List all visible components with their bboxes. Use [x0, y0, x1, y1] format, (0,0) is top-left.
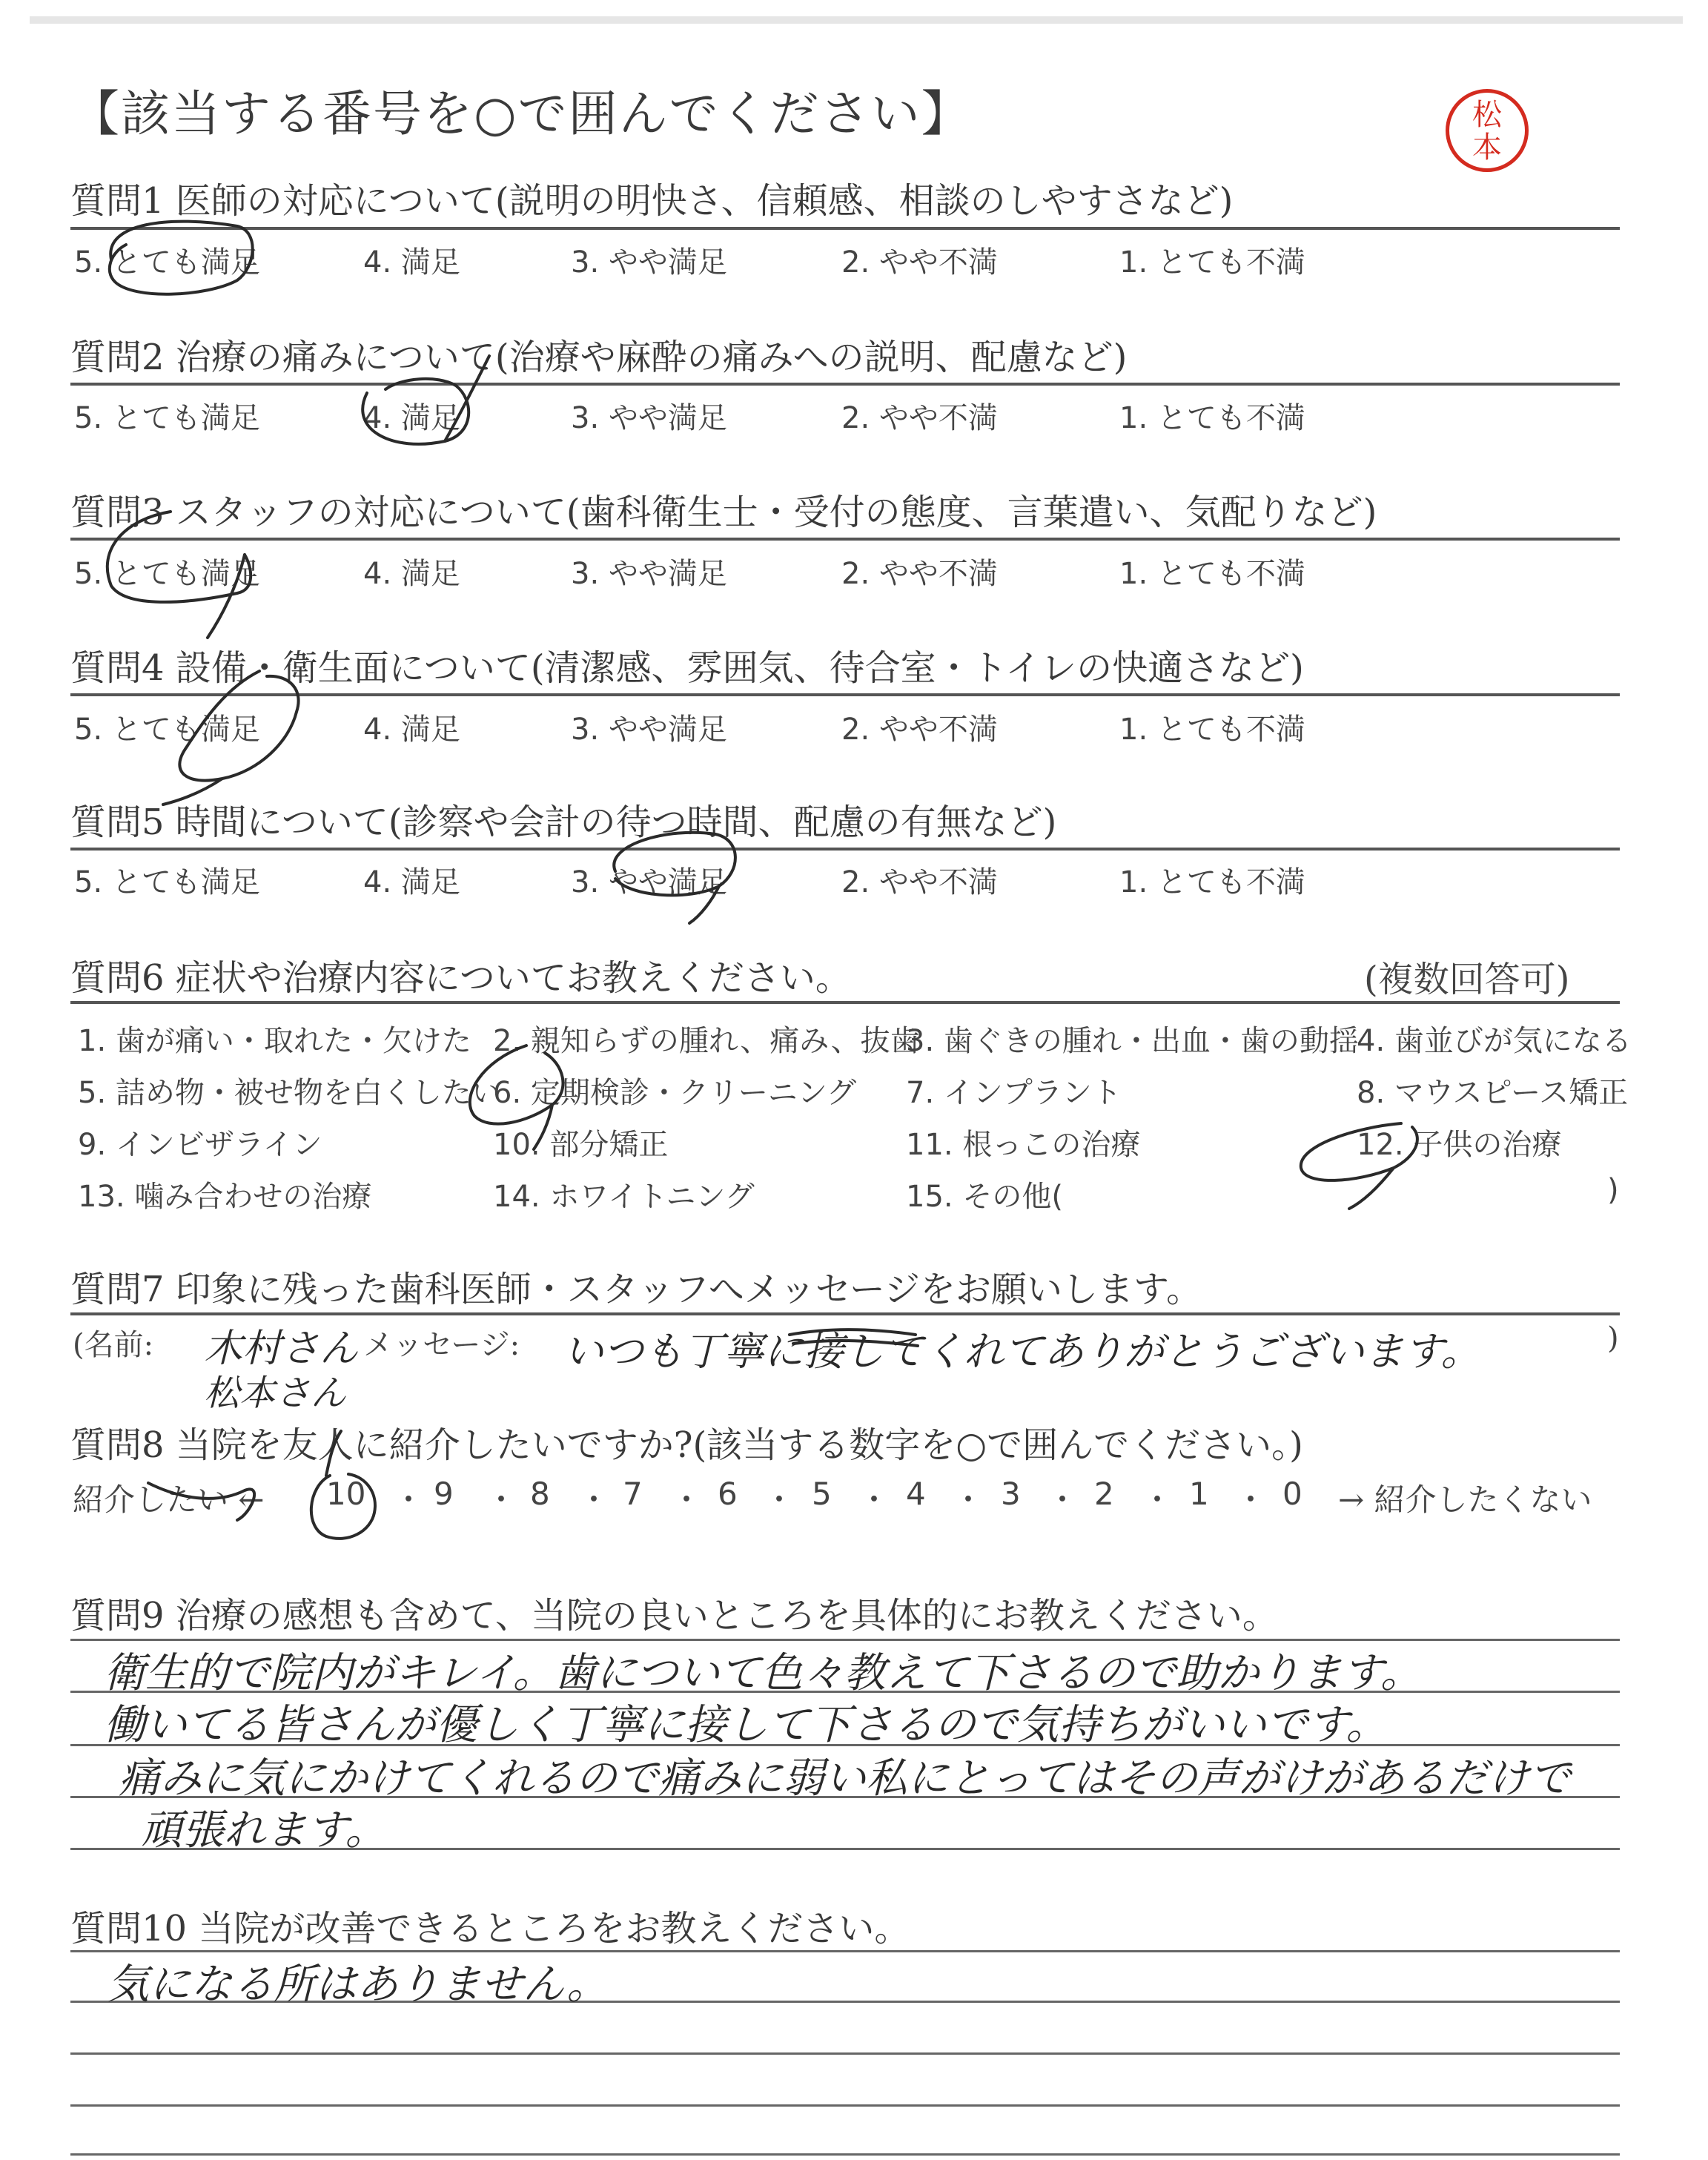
- q2-rule: [70, 383, 1620, 386]
- q1-label: 質問1 医師の対応について(説明の明快さ、信頼感、相談のしやすさなど): [70, 180, 1234, 222]
- q8-dot: ・: [764, 1482, 795, 1518]
- q5-opt-5[interactable]: 5. とても満足: [74, 865, 260, 899]
- q1-opt-1[interactable]: 1. とても不満: [1119, 245, 1305, 280]
- q4-rule: [70, 693, 1620, 696]
- q10-line-5: [70, 2153, 1620, 2156]
- q7-label: 質問7 印象に残った歯科医師・スタッフへメッセージをお願いします。: [70, 1269, 1202, 1310]
- q8-dot: ・: [858, 1482, 890, 1518]
- q1-opt-3[interactable]: 3. やや満足: [571, 245, 727, 280]
- q1-opt-2[interactable]: 2. やや不満: [841, 245, 998, 280]
- q6-opt-9[interactable]: 9. インビザライン: [78, 1128, 322, 1162]
- q1-opt-4[interactable]: 4. 満足: [363, 245, 460, 280]
- q3-opt-2[interactable]: 2. やや不満: [841, 557, 998, 591]
- q10-line-3: [70, 2052, 1620, 2055]
- q5-opt-4[interactable]: 4. 満足: [363, 865, 460, 899]
- q8-scale-8[interactable]: 8: [530, 1476, 550, 1512]
- q10-answer-line-1[interactable]: 気になる所はありません。: [107, 1961, 609, 2009]
- q4-opt-5[interactable]: 5. とても満足: [74, 713, 260, 747]
- q8-scale-7[interactable]: 7: [623, 1476, 643, 1512]
- q6-rule: [70, 1001, 1620, 1004]
- q8-dot: ・: [393, 1482, 425, 1518]
- q8-label: 質問8 当院を友人に紹介したいですか?(該当する数字を○で囲んでください。): [70, 1424, 1303, 1466]
- q9-answer-line-4[interactable]: 頑張れます。: [141, 1806, 387, 1855]
- q8-dot: ・: [671, 1482, 703, 1518]
- q6-opt-4[interactable]: 4. 歯並びが気になる: [1357, 1024, 1632, 1058]
- q5-rule: [70, 848, 1620, 851]
- q8-dot: ・: [1235, 1482, 1267, 1518]
- q6-opt-7[interactable]: 7. インプラント: [906, 1076, 1122, 1110]
- q6-opt-6[interactable]: 6. 定期検診・クリーニング: [493, 1076, 857, 1110]
- q2-opt-2[interactable]: 2. やや不満: [841, 401, 998, 435]
- q2-opt-1[interactable]: 1. とても不満: [1119, 401, 1305, 435]
- q7-name-label: (名前:: [73, 1328, 154, 1362]
- q8-scale-6[interactable]: 6: [718, 1476, 738, 1512]
- q8-dot: ・: [1047, 1482, 1079, 1518]
- q6-note: (複数回答可): [1364, 959, 1570, 1000]
- q3-opt-1[interactable]: 1. とても不満: [1119, 557, 1305, 591]
- q4-opt-3[interactable]: 3. やや満足: [571, 713, 727, 747]
- stamp-char-1: 松: [1472, 98, 1502, 132]
- q7-name-handwritten-1[interactable]: 木村さん: [204, 1327, 359, 1371]
- q7-name-handwritten-2[interactable]: 松本さん: [204, 1373, 347, 1414]
- q8-scale-9[interactable]: 9: [434, 1476, 454, 1512]
- top-edge: [30, 16, 1683, 24]
- q5-opt-2[interactable]: 2. やや不満: [841, 865, 998, 899]
- q3-rule: [70, 538, 1620, 541]
- q8-dot: ・: [1142, 1482, 1174, 1518]
- stamp-char-2: 本: [1472, 131, 1502, 165]
- q6-opt-15-close: ): [1607, 1173, 1619, 1207]
- q2-opt-3[interactable]: 3. やや満足: [571, 401, 727, 435]
- q8-scale-5[interactable]: 5: [812, 1476, 832, 1512]
- q7-message-handwritten[interactable]: いつも丁寧に接してくれてありがとうございます。: [563, 1328, 1481, 1375]
- q9-answer-line-1[interactable]: 衛生的で院内がキレイ。歯について色々教えて下さるので助かります。: [104, 1649, 1422, 1697]
- q9-answer-line-2[interactable]: 働いてる皆さんが優しく丁寧に接して下さるので気持ちがいいです。: [104, 1701, 1388, 1749]
- q6-opt-3[interactable]: 3. 歯ぐきの腫れ・出血・歯の動揺: [906, 1024, 1359, 1058]
- q6-opt-1[interactable]: 1. 歯が痛い・取れた・欠けた: [78, 1024, 471, 1058]
- q8-scale-4[interactable]: 4: [906, 1476, 926, 1512]
- q3-opt-3[interactable]: 3. やや満足: [571, 557, 727, 591]
- seal-stamp: [1446, 89, 1529, 172]
- q6-opt-11[interactable]: 11. 根っこの治療: [906, 1128, 1141, 1162]
- q4-opt-4[interactable]: 4. 満足: [363, 713, 460, 747]
- q2-opt-5[interactable]: 5. とても満足: [74, 401, 260, 435]
- q9-answer-line-3[interactable]: 痛みに気にかけてくれるので痛みに弱い私にとってはその声がけがあるだけで: [119, 1754, 1571, 1803]
- q2-opt-4[interactable]: 4. 満足: [363, 401, 460, 435]
- q3-opt-5[interactable]: 5. とても満足: [74, 557, 260, 591]
- q9-label: 質問9 治療の感想も含めて、当院の良いところを具体的にお教えください。: [70, 1595, 1278, 1636]
- q5-label: 質問5 時間について(診察や会計の待つ時間、配慮の有無など): [70, 802, 1057, 843]
- q3-label: 質問3 スタッフの対応について(歯科衛生士・受付の態度、言葉遣い、気配りなど): [70, 492, 1377, 533]
- q6-opt-8[interactable]: 8. マウスピース矯正: [1357, 1076, 1629, 1110]
- q6-label: 質問6 症状や治療内容についてお教えください。: [70, 957, 851, 999]
- q4-opt-1[interactable]: 1. とても不満: [1119, 713, 1305, 747]
- q6-opt-14[interactable]: 14. ホワイトニング: [493, 1180, 755, 1214]
- q1-rule: [70, 227, 1620, 230]
- q8-dot: ・: [578, 1482, 610, 1518]
- q6-opt-2[interactable]: 2. 親知らずの腫れ、痛み、抜歯: [493, 1024, 920, 1058]
- q1-opt-5[interactable]: 5. とても満足: [74, 245, 260, 280]
- q6-opt-13[interactable]: 13. 噛み合わせの治療: [78, 1180, 372, 1214]
- q7-rule: [70, 1312, 1620, 1315]
- q8-left-label: 紹介したい ←: [73, 1482, 265, 1518]
- q6-opt-10[interactable]: 10. 部分矯正: [493, 1128, 669, 1162]
- q8-dot: ・: [486, 1482, 517, 1518]
- q5-opt-1[interactable]: 1. とても不満: [1119, 865, 1305, 899]
- q8-dot: ・: [953, 1482, 984, 1518]
- q8-scale-0[interactable]: 0: [1282, 1476, 1302, 1512]
- q8-scale-1[interactable]: 1: [1189, 1476, 1209, 1512]
- q4-opt-2[interactable]: 2. やや不満: [841, 713, 998, 747]
- q8-right-label: → 紹介したくない: [1338, 1482, 1592, 1518]
- q8-scale-10[interactable]: 10: [326, 1476, 366, 1512]
- q10-label: 質問10 当院が改善できるところをお教えください。: [70, 1908, 910, 1949]
- q7-close-paren: ): [1607, 1321, 1619, 1355]
- q8-scale-2[interactable]: 2: [1094, 1476, 1114, 1512]
- page-title: 【該当する番号を○で囲んでください】: [70, 85, 972, 142]
- q2-label: 質問2 治療の痛みについて(治療や麻酔の痛みへの説明、配慮など): [70, 337, 1128, 378]
- q4-label: 質問4 設備・衛生面について(清潔感、雰囲気、待合室・トイレの快適さなど): [70, 647, 1304, 689]
- q8-scale-3[interactable]: 3: [1001, 1476, 1021, 1512]
- q6-opt-12[interactable]: 12. 子供の治療: [1357, 1128, 1562, 1162]
- q5-opt-3[interactable]: 3. やや満足: [571, 865, 727, 899]
- q6-opt-5[interactable]: 5. 詰め物・被せ物を白くしたい: [78, 1076, 501, 1110]
- q10-line-4: [70, 2104, 1620, 2107]
- q7-message-label: メッセージ:: [363, 1328, 520, 1362]
- q6-opt-15[interactable]: 15. その他(: [906, 1180, 1063, 1214]
- q3-opt-4[interactable]: 4. 満足: [363, 557, 460, 591]
